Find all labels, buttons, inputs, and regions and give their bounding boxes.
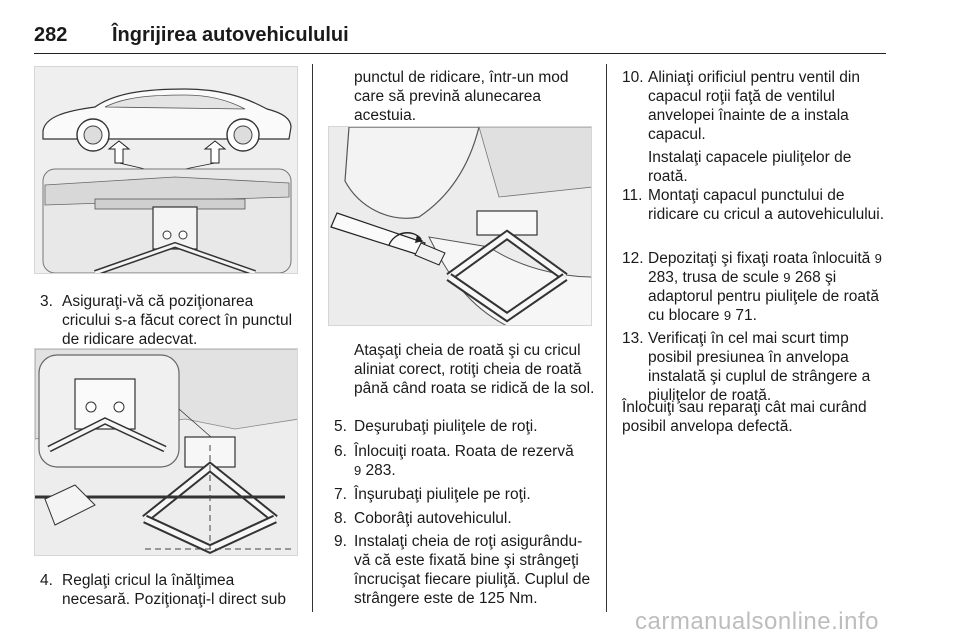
closing-note: Înlocuiţi sau reparaţi cât mai curând posibil anvelopa defectă. [622,399,867,435]
step-number: 5. [334,418,347,435]
page-reference-icon: 9 [874,251,882,266]
step-13 [622,329,890,405]
step-5 [334,417,596,436]
step-text: Depozitaţi şi fixaţi roata înlocuită [648,250,871,267]
step-11 [622,186,890,224]
step-text: Deşurubaţi piuliţele de roţi. [354,418,538,435]
step-text: Înlocuiţi roata. Roata de rezervă [354,443,574,460]
step-6 [334,442,596,480]
page-number: 282 [34,24,68,46]
figure-wheel-wrench-on-jack [328,126,592,326]
step-text: Instalaţi cheia de roţi asigurându-vă că este fixată bine şi strângeţi încrucişat fiecare piuliţă. Cuplul de strângere este de 125 Nm. [354,533,591,607]
step-8 [334,509,596,528]
watermark: carmanualsonline.info [635,608,879,635]
page-reference: 71. [735,307,757,324]
step-text: Verificaţi în cel mai scurt timp posibil presiunea în anvelopa instalată şi cuplul de strângere a piuliţelor de roată. [648,330,871,404]
step-10-note: Instalaţi capacele piuliţelor de roată. [648,149,852,185]
step-4-continuation: punctul de ridicare, într-un mod care să prevină alunecarea acestuia. [354,69,569,124]
step-text: Reglaţi cricul la înălţimea necesară. Poziţionaţi-l direct sub [62,572,287,608]
step-number: 8. [334,510,347,527]
step-number: 11. [622,187,643,204]
step-7 [334,485,596,504]
figure-caption: Ataşaţi cheia de roată şi cu cricul aliniat corect, rotiţi cheia de roată până când roata se ridică de la sol. [354,342,595,397]
page-reference-icon: 9 [354,463,362,478]
step-3 [40,292,302,349]
step-number: 7. [334,486,347,503]
column-divider-left [312,64,313,612]
page-header [34,16,886,54]
page-reference-icon: 9 [783,270,791,285]
step-number: 3. [40,293,53,310]
step-text: Aliniaţi orificiul pentru ventil din capacul roţii faţă de ventilul anvelopei înainte de a instala capacul. [648,69,860,143]
step-number: 12. [622,250,644,267]
figure-car-jacking-points [34,66,298,274]
step-text: Coborâţi autovehiculul. [354,510,512,527]
column-divider-right [606,64,607,612]
step-text: Asiguraţi-vă că poziţionarea cricului s-a făcut corect în punctul de ridicare adecvat. [62,293,293,348]
step-number: 6. [334,443,347,460]
page-reference: 283, trusa de scule [648,269,779,286]
step-text: Înşurubaţi piuliţele pe roţi. [354,486,531,503]
page-reference-icon: 9 [723,308,732,323]
step-10 [622,68,890,144]
step-12 [622,249,890,325]
step-9 [334,532,596,608]
step-number: 4. [40,572,53,589]
page-reference: 268 şi adaptorul pentru piuliţele de roată cu blocare [648,269,879,324]
step-text: Montaţi capacul punctului de ridicare cu cricul a autovehiculului. [648,187,885,223]
step-4 [40,571,302,609]
step-number: 10. [622,69,644,86]
figure-jack-positioning [34,348,298,556]
step-number: 13. [622,330,644,347]
step-number: 9. [334,533,347,550]
page-title: Îngrijirea autovehiculului [112,24,349,46]
page-reference: 283. [365,462,396,479]
